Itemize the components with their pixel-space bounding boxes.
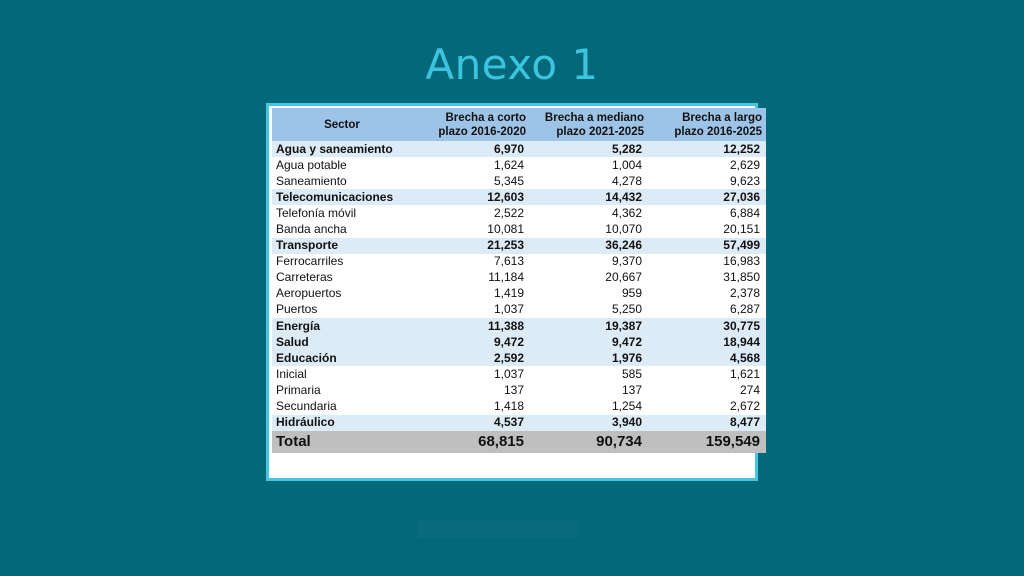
cell-total-short-term: 68,815 (412, 431, 530, 453)
cell-sector: Energía (272, 318, 412, 334)
header-short-term-line1: Brecha a corto (445, 111, 526, 124)
cell-sector: Carreteras (272, 270, 412, 286)
table-row-group (272, 141, 766, 157)
cell-sector: Ferrocarriles (272, 254, 412, 270)
cell-total-label: Total (272, 431, 412, 453)
cell-sector: Agua potable (272, 157, 412, 173)
cell-short-term: 9,472 (412, 334, 530, 350)
header-short-term (412, 108, 530, 141)
cell-medium-term: 1,254 (530, 399, 648, 415)
table-row-group (272, 415, 766, 431)
cell-total-long-term: 159,549 (648, 431, 766, 453)
cell-sector: Salud (272, 334, 412, 350)
cell-medium-term: 4,362 (530, 205, 648, 221)
slide-title: Anexo 1 (425, 40, 599, 89)
cell-short-term: 1,037 (412, 302, 530, 318)
cell-medium-term: 19,387 (530, 318, 648, 334)
cell-long-term: 274 (648, 382, 766, 398)
cell-short-term: 2,522 (412, 205, 530, 221)
cell-sector: Educación (272, 350, 412, 366)
cell-sector: Transporte (272, 238, 412, 254)
cell-long-term: 31,850 (648, 270, 766, 286)
cell-long-term: 2,378 (648, 286, 766, 302)
table-row (272, 302, 766, 318)
cell-sector: Hidráulico (272, 415, 412, 431)
cell-long-term: 20,151 (648, 221, 766, 237)
cell-short-term: 5,345 (412, 173, 530, 189)
cell-short-term: 21,253 (412, 238, 530, 254)
cell-short-term: 12,603 (412, 189, 530, 205)
cell-long-term: 57,499 (648, 238, 766, 254)
cell-medium-term: 585 (530, 366, 648, 382)
cell-short-term: 11,184 (412, 270, 530, 286)
header-medium-term-line1: Brecha a mediano (544, 111, 644, 124)
cell-medium-term: 14,432 (530, 189, 648, 205)
table-body (272, 141, 766, 453)
cell-sector: Secundaria (272, 399, 412, 415)
cell-short-term: 137 (412, 382, 530, 398)
cell-long-term: 2,629 (648, 157, 766, 173)
header-short-term-line2: plazo 2016-2020 (438, 125, 526, 138)
cell-medium-term: 3,940 (530, 415, 648, 431)
cell-short-term: 10,081 (412, 221, 530, 237)
cell-short-term: 1,418 (412, 399, 530, 415)
cell-long-term: 6,884 (648, 205, 766, 221)
table-row-group (272, 189, 766, 205)
table-row (272, 399, 766, 415)
table-row-group (272, 350, 766, 366)
infrastructure-gap-table (272, 108, 766, 453)
cell-medium-term: 1,004 (530, 157, 648, 173)
cell-sector: Inicial (272, 366, 412, 382)
cell-long-term: 16,983 (648, 254, 766, 270)
table-row (272, 254, 766, 270)
cell-long-term: 27,036 (648, 189, 766, 205)
cell-medium-term: 5,282 (530, 141, 648, 157)
cell-total-medium-term: 90,734 (530, 431, 648, 453)
header-sector: Sector (272, 108, 412, 141)
table-row-total (272, 431, 766, 453)
cell-long-term: 9,623 (648, 173, 766, 189)
cell-sector: Agua y saneamiento (272, 141, 412, 157)
table-row (272, 270, 766, 286)
cell-medium-term: 5,250 (530, 302, 648, 318)
cell-sector: Telefonía móvil (272, 205, 412, 221)
cell-long-term: 1,621 (648, 366, 766, 382)
cell-short-term: 1,624 (412, 157, 530, 173)
cell-long-term: 18,944 (648, 334, 766, 350)
cell-short-term: 4,537 (412, 415, 530, 431)
header-long-term-line2: plazo 2016-2025 (674, 125, 762, 138)
annex-table-frame (266, 103, 762, 481)
cell-sector: Telecomunicaciones (272, 189, 412, 205)
cell-short-term: 2,592 (412, 350, 530, 366)
header-medium-term-line2: plazo 2021-2025 (556, 125, 644, 138)
cell-medium-term: 1,976 (530, 350, 648, 366)
table-row (272, 205, 766, 221)
table-row (272, 382, 766, 398)
cell-medium-term: 4,278 (530, 173, 648, 189)
cell-short-term: 1,419 (412, 286, 530, 302)
header-long-term-line1: Brecha a largo (682, 111, 762, 124)
cell-short-term: 11,388 (412, 318, 530, 334)
cell-short-term: 7,613 (412, 254, 530, 270)
header-medium-term (530, 108, 648, 141)
cell-long-term: 12,252 (648, 141, 766, 157)
cell-medium-term: 36,246 (530, 238, 648, 254)
cell-long-term: 30,775 (648, 318, 766, 334)
cell-long-term: 2,672 (648, 399, 766, 415)
cell-long-term: 8,477 (648, 415, 766, 431)
background-shadow (418, 520, 578, 538)
cell-medium-term: 10,070 (530, 221, 648, 237)
cell-sector: Primaria (272, 382, 412, 398)
cell-long-term: 6,287 (648, 302, 766, 318)
table-row (272, 173, 766, 189)
cell-sector: Aeropuertos (272, 286, 412, 302)
cell-medium-term: 9,370 (530, 254, 648, 270)
cell-short-term: 1,037 (412, 366, 530, 382)
table-row (272, 286, 766, 302)
table-row-group (272, 334, 766, 350)
table-header-row (272, 108, 766, 141)
cell-medium-term: 137 (530, 382, 648, 398)
table-row (272, 157, 766, 173)
cell-sector: Banda ancha (272, 221, 412, 237)
cell-medium-term: 959 (530, 286, 648, 302)
cell-medium-term: 9,472 (530, 334, 648, 350)
cell-medium-term: 20,667 (530, 270, 648, 286)
cell-long-term: 4,568 (648, 350, 766, 366)
cell-sector: Puertos (272, 302, 412, 318)
table-row-group (272, 238, 766, 254)
cell-short-term: 6,970 (412, 141, 530, 157)
table-row (272, 221, 766, 237)
header-long-term (648, 108, 766, 141)
table-row (272, 366, 766, 382)
cell-sector: Saneamiento (272, 173, 412, 189)
table-row-group (272, 318, 766, 334)
